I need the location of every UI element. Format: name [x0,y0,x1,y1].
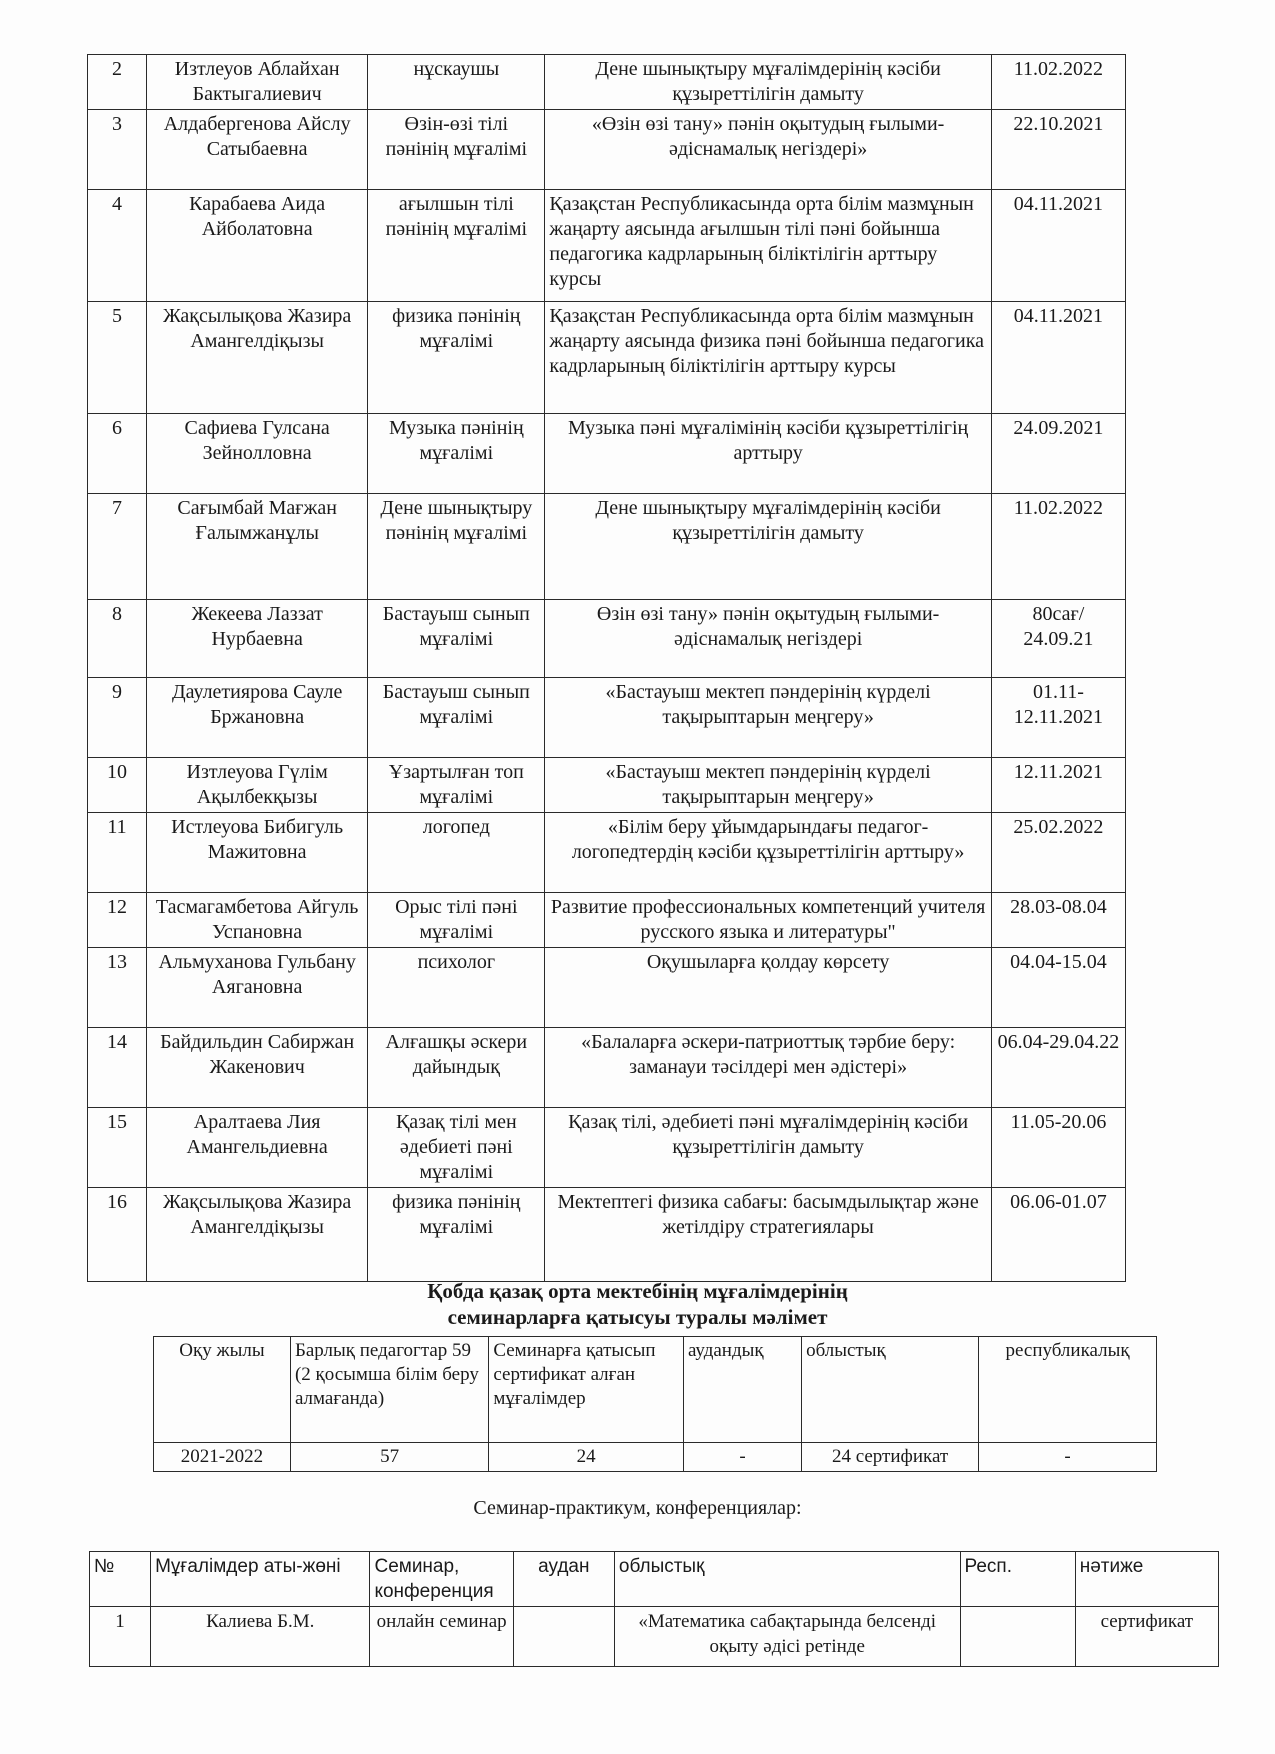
cell-course: Қазақ тілі, әдебиеті пәні мұғалімдерінің кәсіби құзыреттілігін дамыту [545,1108,991,1188]
seminar-stats-table [153,1336,1157,1472]
cell-number: 1 [90,1607,151,1667]
cell-course: «Бастауыш мектеп пәндерінің күрделі тақырыптарын меңгеру» [545,758,991,813]
cell-name: Аралтаева Лия Амангельдиевна [147,1108,368,1188]
cell-course: «Бастауыш мектеп пәндерінің күрделі тақырыптарын меңгеру» [545,678,991,758]
cell-name: Сағымбай Мағжан Ғалымжанұлы [147,494,368,600]
cell-name: Карабаева Аида Айболатовна [147,190,368,302]
cell-number: 14 [88,1028,147,1108]
header-seminar: Семинар, конференция [370,1552,513,1607]
table-row [88,758,1126,813]
header-certified-teachers: Семинарға қатысып сертификат алған мұғалімдер [489,1337,684,1443]
cell-name: Сафиева Гулсана Зейнолловна [147,414,368,494]
table-row [88,110,1126,190]
cell-date: 04.11.2021 [991,302,1125,414]
table-row [154,1443,1157,1472]
cell-name: Изтлеуова Гүлім Ақылбекқызы [147,758,368,813]
cell-number: 10 [88,758,147,813]
cell-name: Жақсылықова Жазира Амангелдіқызы [147,302,368,414]
cell-district [513,1607,614,1667]
cell-course: «Балаларға әскери-патриоттық тәрбие беру: заманауи тәсілдері мен әдістері» [545,1028,991,1108]
cell-date: 12.11.2021 [991,758,1125,813]
cell-seminar: онлайн семинар [370,1607,513,1667]
table-row [88,678,1126,758]
cell-name: Алдабергенова Айслу Сатыбаевна [147,110,368,190]
table-row [88,948,1126,1028]
cell-number: 2 [88,55,147,110]
seminars-subtitle: Семинар-практикум, конференциялар: [473,1497,802,1519]
cell-course: Дене шынықтыру мұғалімдерінің кәсіби құзыреттілігін дамыту [545,55,991,110]
table-row [88,1028,1126,1108]
section-title-line2: семинарларға қатысуы туралы мәлімет [447,1305,828,1329]
cell-number: 6 [88,414,147,494]
header-republican: республикалық [979,1337,1157,1443]
cell-name: Жекеева Лаззат Нурбаевна [147,600,368,678]
cell-course: Мектептегі физика сабағы: басымдылықтар және жетілдіру стратегиялары [545,1188,991,1282]
cell-number: 8 [88,600,147,678]
table-row [88,302,1126,414]
cell-date: 04.11.2021 [991,190,1125,302]
table-row [88,414,1126,494]
table-header-row [154,1337,1157,1443]
cell-date: 11.05-20.06 [991,1108,1125,1188]
table-row [88,600,1126,678]
cell-role: Дене шынықтыру пәнінің мұғалімі [368,494,545,600]
cell-number: 12 [88,893,147,948]
table-row [88,190,1126,302]
cell-role: Орыс тілі пәні мұғалімі [368,893,545,948]
cell-role: физика пәнінің мұғалімі [368,302,545,414]
cell-course: «Білім беру ұйымдарындағы педагог-логопедтердің кәсіби құзыреттілігін арттыру» [545,813,991,893]
table-row [88,1188,1126,1282]
table-row [88,494,1126,600]
cell-number: 5 [88,302,147,414]
cell-role: физика пәнінің мұғалімі [368,1188,545,1282]
cell-all-teachers: 57 [290,1443,488,1472]
cell-republic [960,1607,1075,1667]
table-row [88,893,1126,948]
cell-year: 2021-2022 [154,1443,291,1472]
cell-regional: «Математика сабақтарында белсенді оқыту әдісі ретінде [614,1607,960,1667]
cell-role: Музыка пәнінің мұғалімі [368,414,545,494]
cell-certified: 24 [489,1443,684,1472]
cell-date: 04.04-15.04 [991,948,1125,1028]
cell-name: Байдильдин Сабиржан Жакенович [147,1028,368,1108]
header-republic: Респ. [960,1552,1075,1607]
cell-role: ағылшын тілі пәнінің мұғалімі [368,190,545,302]
header-academic-year: Оқу жылы [154,1337,291,1443]
cell-result: сертификат [1075,1607,1218,1667]
cell-name: Альмуханова Гульбану Аягановна [147,948,368,1028]
cell-role: нұскаушы [368,55,545,110]
cell-date: 22.10.2021 [991,110,1125,190]
header-number: № [90,1552,151,1607]
cell-course: Музыка пәні мұғалімінің кәсіби құзыреттілігің арттыру [545,414,991,494]
cell-teacher-name: Калиева Б.М. [151,1607,370,1667]
header-district: аудан [513,1552,614,1607]
cell-role: логопед [368,813,545,893]
cell-number: 3 [88,110,147,190]
cell-role: Қазақ тілі мен әдебиеті пәні мұғалімі [368,1108,545,1188]
cell-course: Өзін өзі тану» пәнін оқытудың ғылыми-әдіснамалық негіздері [545,600,991,678]
cell-course: Развитие профессиональных компетенций учителя русского языка и литературы" [545,893,991,948]
cell-name: Истлеуова Бибигуль Мажитовна [147,813,368,893]
header-regional: облыстық [802,1337,979,1443]
header-district: аудандық [683,1337,801,1443]
cell-number: 7 [88,494,147,600]
table-row [88,813,1126,893]
header-all-teachers: Барлық педагогтар 59 (2 қосымша білім беру алмағанда) [290,1337,488,1443]
cell-date: 06.04-29.04.22 [991,1028,1125,1108]
cell-date: 11.02.2022 [991,494,1125,600]
cell-name: Даулетиярова Сауле Бржановна [147,678,368,758]
table-row [88,1108,1126,1188]
cell-role: Ұзартылған топ мұғалімі [368,758,545,813]
cell-number: 13 [88,948,147,1028]
cell-date: 25.02.2022 [991,813,1125,893]
cell-course: Оқушыларға қолдау көрсету [545,948,991,1028]
cell-number: 11 [88,813,147,893]
header-regional: облыстық [614,1552,960,1607]
courses-table [87,54,1126,1282]
cell-number: 15 [88,1108,147,1188]
table-row [90,1607,1219,1667]
cell-date: 06.06-01.07 [991,1188,1125,1282]
cell-name: Жақсылықова Жазира Амангелдіқызы [147,1188,368,1282]
cell-regional: 24 сертификат [802,1443,979,1472]
cell-name: Изтлеуов Аблайхан Бактыгалиевич [147,55,368,110]
cell-date: 01.11-12.11.2021 [991,678,1125,758]
cell-date: 24.09.2021 [991,414,1125,494]
cell-date: 28.03-08.04 [991,893,1125,948]
cell-role: Бастауыш сынып мұғалімі [368,678,545,758]
cell-role: Алғашқы әскери дайындық [368,1028,545,1108]
seminars-table [89,1551,1219,1667]
cell-date: 11.02.2022 [991,55,1125,110]
cell-role: Өзін-өзі тілі пәнінің мұғалімі [368,110,545,190]
cell-number: 4 [88,190,147,302]
cell-name: Тасмагамбетова Айгуль Успановна [147,893,368,948]
cell-number: 9 [88,678,147,758]
cell-course: «Өзін өзі тану» пәнін оқытудың ғылыми-әдіснамалық негіздері» [545,110,991,190]
cell-course: Қазақстан Республикасында орта білім мазмұнын жаңарту аясында физика пәні бойынша педагогика кадрларының біліктілігін арттыру курсы [545,302,991,414]
cell-course: Дене шынықтыру мұғалімдерінің кәсіби құзыреттілігін дамыту [545,494,991,600]
cell-course: Қазақстан Республикасында орта білім мазмұнын жаңарту аясында ағылшын тілі пәні бойынша педагогика кадрларының біліктілігін арттыру курсы [545,190,991,302]
section-title-line1: Қобда қазақ орта мектебінің мұғалімдерінің [427,1279,848,1303]
cell-number: 16 [88,1188,147,1282]
cell-district: - [683,1443,801,1472]
cell-role: Бастауыш сынып мұғалімі [368,600,545,678]
cell-republican: - [979,1443,1157,1472]
cell-role: психолог [368,948,545,1028]
header-result: нәтиже [1075,1552,1218,1607]
table-header-row [90,1552,1219,1607]
cell-date: 80сағ/ 24.09.21 [991,600,1125,678]
header-teacher-name: Мұғалімдер аты-жөні [151,1552,370,1607]
table-row [88,55,1126,110]
